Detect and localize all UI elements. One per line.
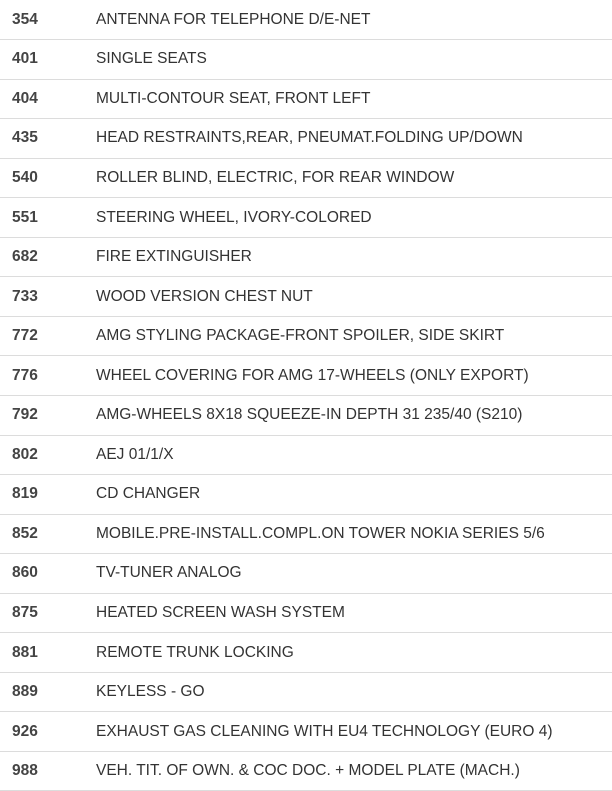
option-code: 540 [0,158,96,198]
table-row [0,237,612,277]
option-description: FIRE EXTINGUISHER [96,237,612,277]
option-description: AMG-WHEELS 8X18 SQUEEZE-IN DEPTH 31 235/40 (S210) [96,395,612,435]
table-row [0,79,612,119]
option-code: 682 [0,237,96,277]
table-row [0,475,612,515]
table-row [0,633,612,673]
table-row [0,751,612,791]
option-code: 435 [0,119,96,159]
table-row [0,356,612,396]
option-code: 792 [0,395,96,435]
option-code: 354 [0,0,96,40]
table-row [0,119,612,159]
option-code: 860 [0,554,96,594]
option-description: MULTI-CONTOUR SEAT, FRONT LEFT [96,79,612,119]
table-row [0,40,612,80]
option-description: WOOD VERSION CHEST NUT [96,277,612,317]
table-row [0,198,612,238]
table-row [0,158,612,198]
option-description: ROLLER BLIND, ELECTRIC, FOR REAR WINDOW [96,158,612,198]
option-description: CD CHANGER [96,475,612,515]
table-row [0,316,612,356]
option-description: HEAD RESTRAINTS,REAR, PNEUMAT.FOLDING UP/DOWN [96,119,612,159]
option-code: 772 [0,316,96,356]
option-description: VEH. TIT. OF OWN. & COC DOC. + MODEL PLATE (MACH.) [96,751,612,791]
option-description: AEJ 01/1/X [96,435,612,475]
option-code: 988 [0,751,96,791]
table-row [0,0,612,40]
option-description: STEERING WHEEL, IVORY-COLORED [96,198,612,238]
option-code: 776 [0,356,96,396]
option-code: 875 [0,593,96,633]
table-row [0,514,612,554]
table-row [0,395,612,435]
option-description: TV-TUNER ANALOG [96,554,612,594]
table-row [0,554,612,594]
option-code: 819 [0,475,96,515]
option-description: MOBILE.PRE-INSTALL.COMPL.ON TOWER NOKIA SERIES 5/6 [96,514,612,554]
option-code: 551 [0,198,96,238]
table-row [0,593,612,633]
option-code: 733 [0,277,96,317]
option-code: 401 [0,40,96,80]
table-row [0,277,612,317]
option-description: KEYLESS - GO [96,672,612,712]
option-description: ANTENNA FOR TELEPHONE D/E-NET [96,0,612,40]
table-row [0,435,612,475]
option-description: REMOTE TRUNK LOCKING [96,633,612,673]
option-description: SINGLE SEATS [96,40,612,80]
table-row [0,672,612,712]
option-code: 926 [0,712,96,752]
table-row [0,712,612,752]
option-code: 404 [0,79,96,119]
option-description: EXHAUST GAS CLEANING WITH EU4 TECHNOLOGY (EURO 4) [96,712,612,752]
option-code: 889 [0,672,96,712]
option-code: 881 [0,633,96,673]
option-description: WHEEL COVERING FOR AMG 17-WHEELS (ONLY EXPORT) [96,356,612,396]
option-description: AMG STYLING PACKAGE-FRONT SPOILER, SIDE SKIRT [96,316,612,356]
option-description: HEATED SCREEN WASH SYSTEM [96,593,612,633]
option-code: 852 [0,514,96,554]
option-code: 802 [0,435,96,475]
